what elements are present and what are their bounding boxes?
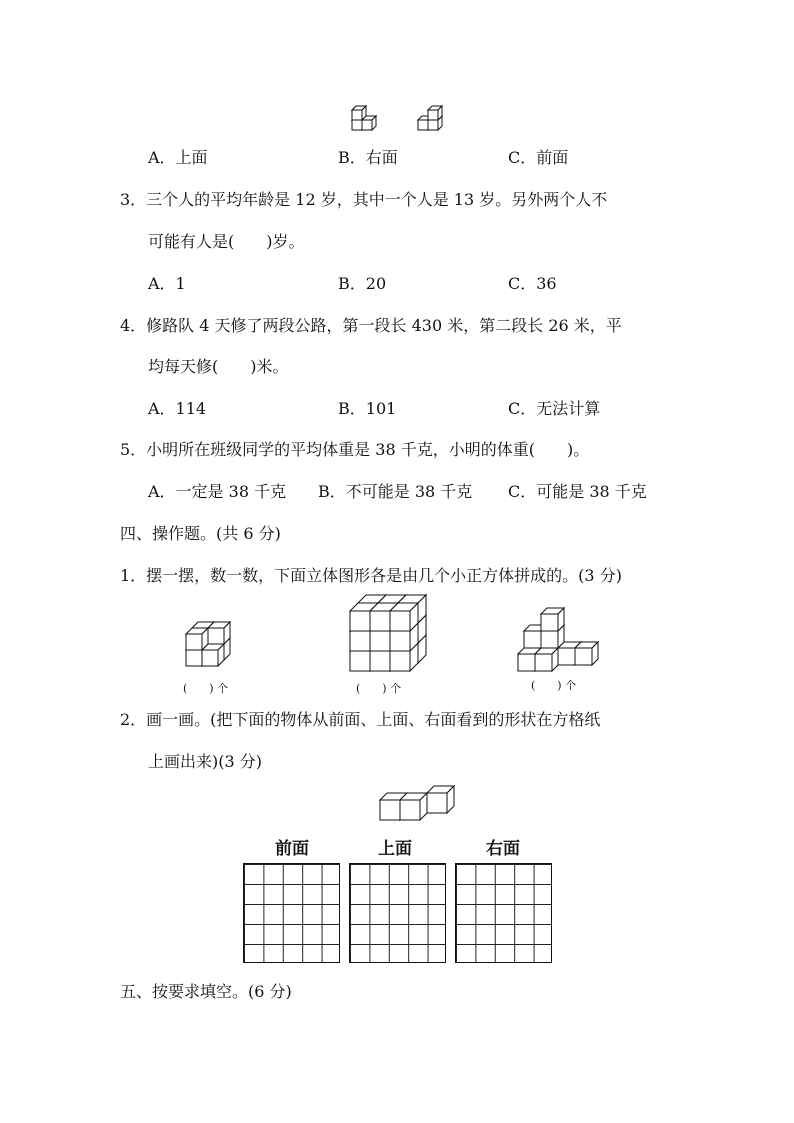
caption-1: ( ) 个 — [183, 682, 229, 695]
q5-line1: 5．小明所在班级同学的平均体重是 38 千克，小明的体重( )。 — [120, 440, 590, 459]
q5-option-b: B．不可能是 38 千克 — [318, 482, 473, 501]
section4-title: 四、操作题。(共 6 分) — [120, 524, 281, 543]
q2-option-a: A．上面 — [148, 148, 208, 167]
cube-block-3x3-icon — [348, 597, 424, 673]
section4-q2-line2: 上画出来)(3 分) — [148, 752, 262, 771]
label-front: 前面 — [275, 839, 309, 859]
section4-q1-text: 1．摆一摆，数一数，下面立体图形各是由几个小正方体拼成的。(3 分) — [120, 566, 622, 585]
q2-option-c: C．前面 — [508, 148, 569, 167]
section4-q2-line1: 2．画一画。(把下面的物体从前面、上面、右面看到的形状在方格纸 — [120, 710, 601, 729]
label-top: 上面 — [378, 839, 412, 859]
q3-option-a: A．1 — [148, 274, 186, 293]
grid-right[interactable] — [455, 863, 552, 963]
q3-option-b: B．20 — [338, 274, 387, 293]
q5-option-a: A．一定是 38 千克 — [148, 482, 287, 501]
q2-option-b: B．右面 — [338, 148, 398, 167]
label-right: 右面 — [486, 839, 520, 859]
grid-top[interactable] — [349, 863, 446, 963]
caption-3: ( ) 个 — [531, 679, 577, 692]
q4-line1: 4．修路队 4 天修了两段公路，第一段长 430 米，第二段长 26 米，平 — [120, 316, 622, 335]
q3-line1: 3．三个人的平均年龄是 12 岁，其中一个人是 13 岁。另外两个人不 — [120, 190, 608, 209]
q5-option-c: C．可能是 38 千克 — [508, 482, 647, 501]
q4-option-b: B．101 — [338, 399, 397, 418]
cube-stack-2x2-icon — [184, 618, 236, 670]
q3-line2: 可能有人是( )岁。 — [148, 232, 305, 251]
q4-option-a: A．114 — [148, 399, 207, 418]
cube-figure-left-icon — [350, 104, 382, 132]
cube-staircase-icon — [516, 597, 612, 673]
q4-line2: 均每天修( )米。 — [148, 357, 289, 376]
section5-title: 五、按要求填空。(6 分) — [120, 982, 292, 1001]
cube-row-3-icon — [378, 786, 450, 822]
caption-2: ( ) 个 — [356, 682, 402, 695]
q4-option-c: C．无法计算 — [508, 399, 601, 418]
q3-option-c: C．36 — [508, 274, 557, 293]
cube-figure-right-icon — [416, 104, 448, 132]
grid-front[interactable] — [243, 863, 340, 963]
